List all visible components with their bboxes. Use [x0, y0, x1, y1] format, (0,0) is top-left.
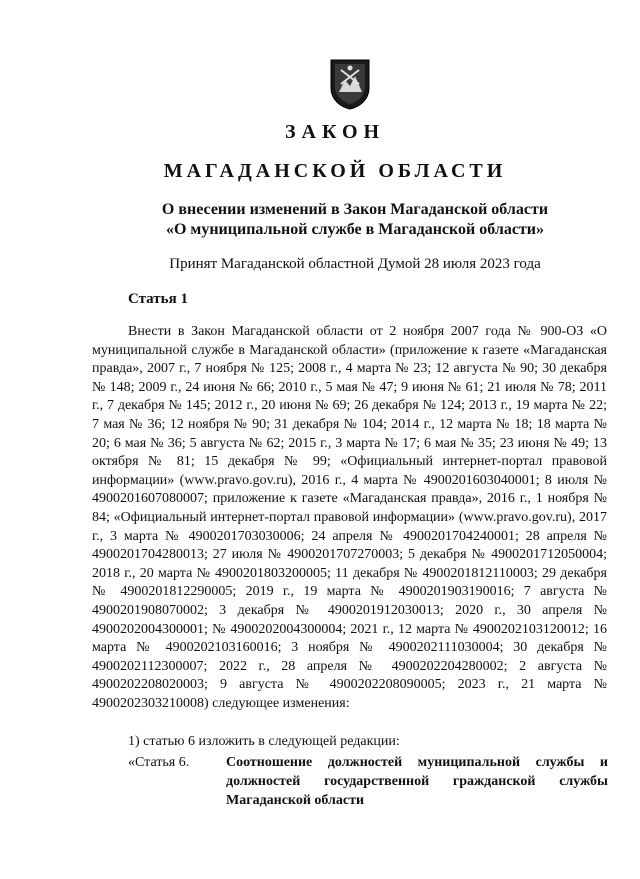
- subject-line-1: О внесении изменений в Закон Магаданской области: [161, 201, 549, 218]
- subject-line-2: «О муниципальной службе в Магаданской области»: [165, 221, 544, 238]
- adoption-statement: Принят Магаданской областной Думой 28 июля 2023 года: [169, 256, 541, 272]
- article-heading: Статья 1: [128, 291, 188, 307]
- article-6-heading: Соотношение должностей муниципальной службы и должностей государственной гражданской службы Магаданской области: [226, 755, 608, 808]
- article-6-lead: «Статья 6.: [128, 755, 190, 770]
- coat-of-arms-icon: [329, 58, 371, 110]
- amendment-item-1: 1) статью 6 изложить в следующей редакции:: [128, 734, 400, 749]
- article-body: Внести в Закон Магаданской области от 2 ноября 2007 года № 900-ОЗ «О муниципальной службе в Магаданской области» (приложение к газете «Магаданская правда», 2007 г., 7 ноября № 125; 2008 г., 4 марта № 23; 12 августа № 90; 30 декабря № 148; 2009 г., 24 июня № 66; 2010 г., 5 мая № 47; 9 июня № 61; 21 июля № 78; 2011 г., 7 декабря № 145; 2012 г., 20 июня № 69; 26 декабря № 124; 2013 г., 19 марта № 22; 7 мая № 36; 12 ноября № 90; 31 декабря № 104; 2014 г., 12 марта № 18; 18 марта № 20; 6 мая № 36; 5 августа № 62; 2015 г., 3 марта № 17; 6 мая № 35; 23 июня № 49; 13 октября № 81; 15 декабря № 99; «Официальный интернет-портал правовой информации» (www.pravo.gov.ru), 2016 г., 4 марта № 4900201603040001; 8 июля № 4900201607080007; приложение к газете «Магаданская правда», 2016 г., 1 ноября № 84; «Официальный интернет-портал правовой информации» (www.pravo.gov.ru), 2017 г., 3 марта № 4900201703030006; 24 апреля № 4900201704240001; 28 апреля № 4900201704280013; 27 июля № 4900201707270003; 5 декабря № 4900201712050004; 2018 г., 20 марта № 4900201803200005; 11 декабря № 4900201812110003; 29 декабря № 4900201812290005; 2019 г., 19 марта № 4900201903190016; 7 августа № 4900201908070002; 3 декабря № 4900201912030013; 2020 г., 30 апреля № 4900202004300001; № 4900202004300004; 2021 г., 12 марта № 4900202103120012; 16 марта № 4900202103160016; 3 ноября № 4900202111030004; 30 декабря № 4900202112300007; 2022 г., 28 апреля № 4900202204280002; 2 августа № 4900202208020003; 9 августа № 4900202208090005; 2023 г., 21 марта № 4900202303210008) следующее изменения:: [92, 324, 607, 711]
- law-subject: [90, 200, 620, 240]
- region-title: МАГАДАНСКОЙ ОБЛАСТИ: [163, 160, 507, 182]
- law-title: ЗАКОН: [284, 121, 386, 143]
